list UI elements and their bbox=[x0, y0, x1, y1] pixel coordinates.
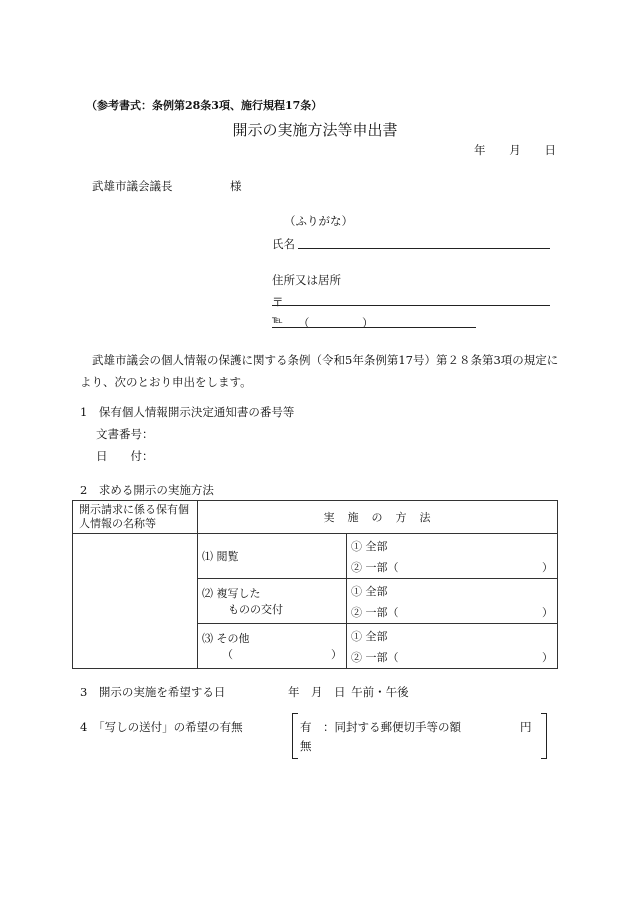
right-bracket bbox=[541, 713, 547, 759]
table-header-row bbox=[73, 501, 558, 534]
notice-date-label: 日 付： bbox=[96, 449, 154, 463]
tel-open-paren: （ bbox=[298, 316, 310, 330]
day-label: 日 bbox=[544, 143, 556, 157]
honorific: 様 bbox=[230, 179, 242, 193]
name-field[interactable] bbox=[298, 248, 550, 249]
info-name-cell[interactable] bbox=[73, 534, 198, 669]
section4-heading: 4 「写しの送付」の希望の有無 bbox=[80, 720, 243, 734]
method-label-cell bbox=[198, 579, 347, 624]
doc-number-label: 文書番号： bbox=[96, 427, 154, 441]
method-label: ⑵ 複写した bbox=[202, 587, 261, 600]
left-bracket bbox=[292, 713, 298, 759]
method-sublabel: ものの交付 bbox=[228, 603, 283, 616]
option-partial[interactable]: ② 一部（ ） bbox=[351, 560, 553, 574]
tel-field[interactable] bbox=[272, 327, 476, 328]
option-no[interactable]: 無 bbox=[300, 739, 312, 753]
option-partial[interactable]: ② 一部（ ） bbox=[351, 605, 553, 619]
option-yes[interactable]: 有 ：同封する郵便切手等の額 bbox=[300, 720, 461, 734]
document-title: 開示の実施方法等申出書 bbox=[232, 121, 398, 139]
method-options-cell bbox=[347, 624, 558, 669]
method-options-cell bbox=[347, 534, 558, 579]
option-partial[interactable]: ② 一部（ ） bbox=[351, 650, 553, 664]
reference-note: （参考書式：条例第28条3項、施行規程17条） bbox=[86, 99, 323, 112]
option-all[interactable]: ① 全部 bbox=[351, 539, 388, 553]
section1-heading: 1 保有個人情報開示決定通知書の番号等 bbox=[80, 405, 295, 419]
method-label: ⑴ 閲覧 bbox=[202, 550, 239, 563]
section3-heading: 3 開示の実施を希望する日 bbox=[80, 685, 226, 699]
tel-close-paren: ） bbox=[362, 316, 374, 330]
request-statement: 武雄市議会の個人情報の保護に関する条例（令和5年条例第17号）第２８条第3項の規定により、次のとおり申出をします。 bbox=[80, 353, 559, 389]
furigana-label: （ふりがな） bbox=[284, 214, 353, 228]
table-row bbox=[73, 534, 558, 579]
preferred-date-field[interactable]: 年 月 日 午前・午後 bbox=[288, 685, 409, 699]
address-label: 住所又は居所 bbox=[272, 273, 341, 287]
month-label: 月 bbox=[509, 143, 521, 157]
tel-label: ℡ bbox=[272, 315, 283, 326]
submission-date[interactable] bbox=[474, 142, 556, 158]
postal-mark: 〒 bbox=[272, 295, 284, 309]
method-label-cell bbox=[198, 534, 347, 579]
method-label: ⑶ その他 bbox=[202, 632, 250, 645]
option-all[interactable]: ① 全部 bbox=[351, 629, 388, 643]
other-method-field[interactable]: （ ） bbox=[222, 648, 342, 661]
info-name-header: 開示請求に係る保有個人情報の名称等 bbox=[73, 501, 198, 534]
option-all[interactable]: ① 全部 bbox=[351, 584, 388, 598]
method-label-cell bbox=[198, 624, 347, 669]
method-header: 実 施 の 方 法 bbox=[198, 501, 558, 534]
addressee: 武雄市議会議長 bbox=[92, 179, 173, 193]
methods-table bbox=[72, 500, 558, 669]
method-options-cell bbox=[347, 579, 558, 624]
name-label: 氏名 bbox=[272, 237, 295, 251]
year-label: 年 bbox=[474, 143, 486, 157]
address-field[interactable] bbox=[272, 305, 550, 306]
yen-label: 円 bbox=[520, 720, 532, 734]
section2-heading: 2 求める開示の実施方法 bbox=[80, 483, 214, 497]
